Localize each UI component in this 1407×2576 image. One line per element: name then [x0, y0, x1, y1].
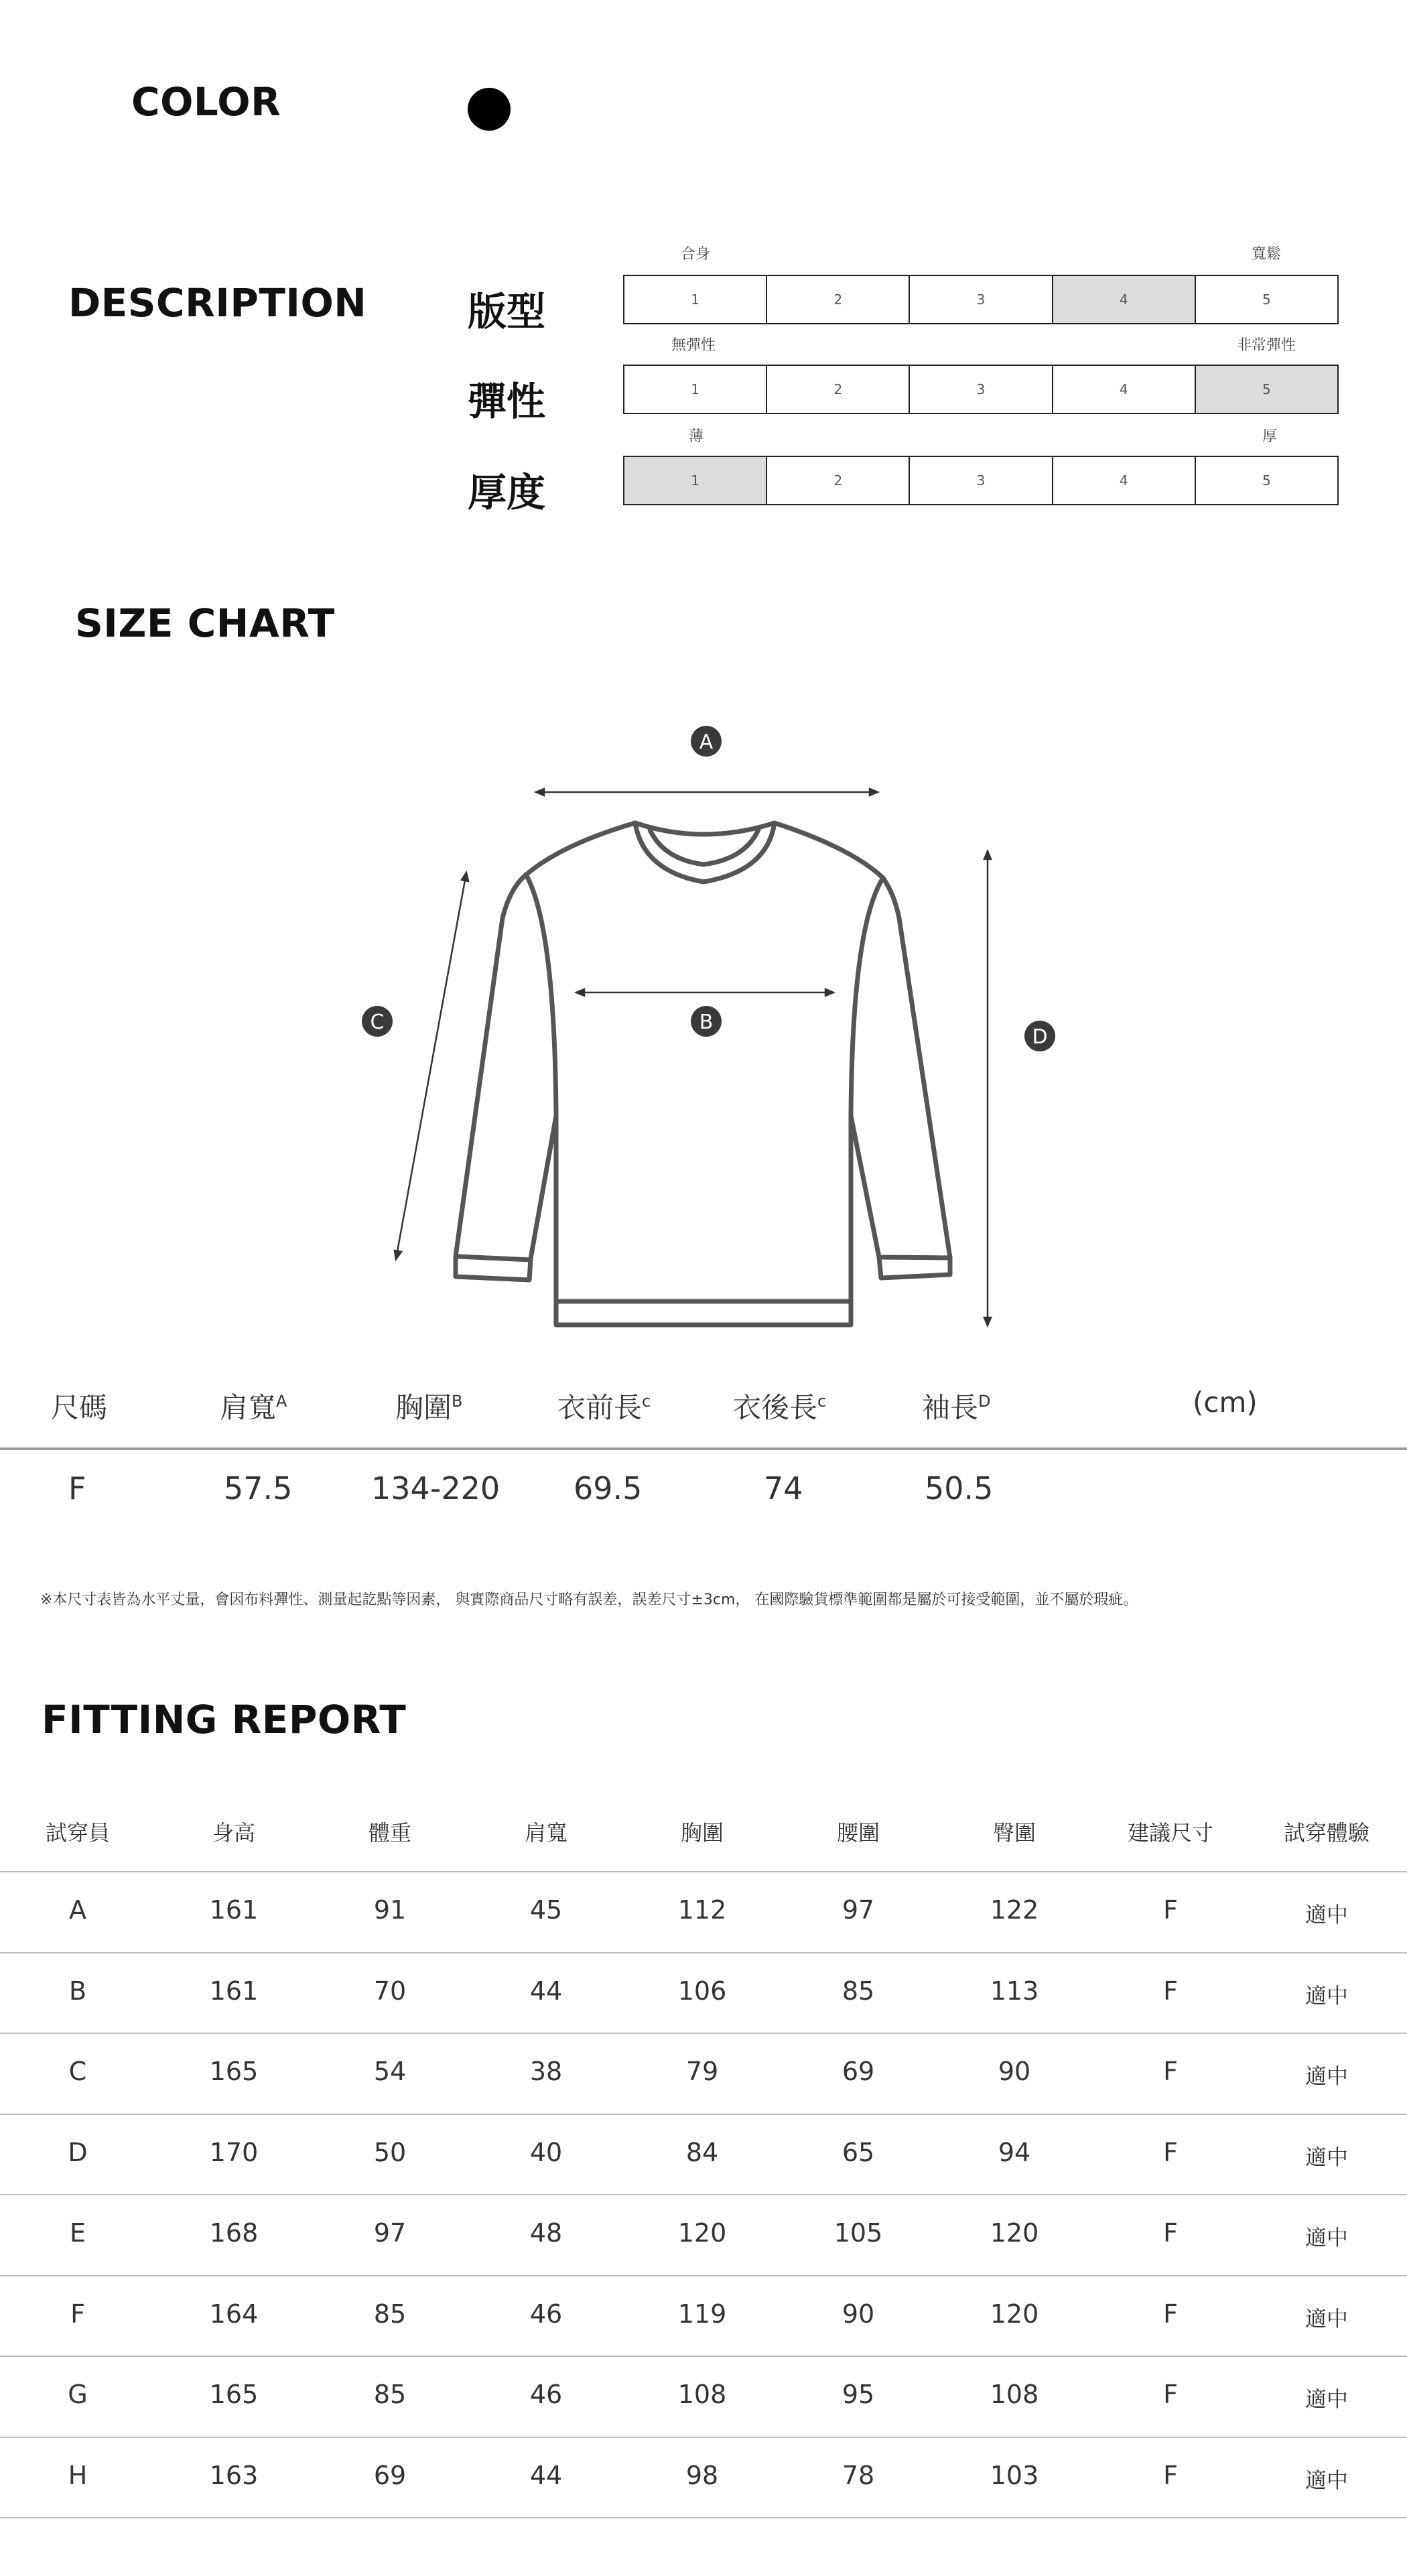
fit-cell-suggested-size: F	[1163, 2380, 1178, 2409]
fit-cell-hip: 103	[990, 2461, 1039, 2490]
fit-cell-weight: 69	[373, 2461, 407, 2490]
fit-cell-waist: 95	[842, 2380, 875, 2409]
fit-header-tester: 試穿員	[45, 1820, 110, 1846]
elasticity-scale	[623, 365, 1339, 414]
fit-cell-chest: 106	[677, 1976, 727, 2006]
thickness-scale-cell-3: 3	[910, 457, 1053, 504]
thickness-scale-cell-4: 4	[1053, 457, 1196, 504]
diagram-marker-b	[691, 1006, 722, 1037]
diagram-marker-d	[1024, 1021, 1055, 1051]
thickness-right-caption: 厚	[1262, 428, 1278, 445]
fit-header-chest: 胸圍	[680, 1820, 724, 1846]
fit-cell-hip: 120	[990, 2299, 1039, 2329]
fit-cell-tester: A	[69, 1895, 86, 1925]
fit-cell-suggested-size: F	[1163, 1895, 1178, 1925]
thickness-scale-cell-5: 5	[1262, 472, 1271, 489]
fit-header-shoulder: 肩寬	[524, 1820, 567, 1846]
fit-cell-waist: 97	[842, 1895, 875, 1925]
fit-scale-cell-1: 1	[624, 276, 767, 323]
fit-cell-tester: F	[70, 2299, 85, 2329]
fit-cell-height: 161	[209, 1976, 259, 2006]
size-value-front-length: 69.5	[574, 1470, 643, 1506]
fit-cell-hip: 94	[998, 2138, 1031, 2167]
size-col-front-length: 衣前長$^c$	[557, 1391, 651, 1424]
diagram-marker-c	[362, 1006, 393, 1037]
fit-scale-cell-5: 5	[1262, 292, 1271, 308]
size-col-shoulder: 肩寬$^A$	[220, 1391, 287, 1424]
fit-cell-height: 163	[209, 2461, 259, 2490]
color-swatch-black[interactable]	[468, 88, 511, 131]
fit-cell-height: 161	[209, 1895, 259, 1925]
diagram-label-d: D	[1032, 1025, 1048, 1049]
fit-cell-shoulder: 46	[529, 2380, 563, 2409]
sweater-outline	[456, 823, 950, 1325]
diagram-label-c: C	[370, 1011, 385, 1034]
fit-scale-cell-4: 4	[1053, 276, 1196, 323]
fit-cell-shoulder: 44	[529, 1976, 563, 2006]
fit-row-divider	[0, 2114, 1407, 2115]
fit-cell-height: 164	[209, 2299, 259, 2329]
size-value-sleeve: 50.5	[925, 1470, 994, 1506]
size-value-size: F	[68, 1470, 86, 1506]
size-col-back-length: 衣後長$^c$	[733, 1391, 827, 1424]
fit-cell-weight: 85	[373, 2299, 407, 2329]
size-col-chest: 胸圍$^B$	[395, 1391, 463, 1424]
fit-cell-suggested-size: F	[1163, 2218, 1178, 2248]
fit-cell-suggested-size: F	[1163, 2461, 1178, 2490]
fit-cell-height: 168	[209, 2218, 259, 2248]
fit-row-divider	[0, 2194, 1407, 2195]
fit-cell-experience: 適中	[1304, 1902, 1348, 1927]
fit-header-suggested-size: 建議尺寸	[1127, 1820, 1213, 1846]
fitting-report-title: FITTING REPORT	[42, 1697, 407, 1742]
size-col-sleeve: 袖長$^D$	[922, 1391, 991, 1424]
fit-cell-weight: 54	[373, 2057, 407, 2086]
fit-cell-chest: 84	[685, 2138, 719, 2167]
fit-cell-shoulder: 45	[529, 1895, 563, 1925]
thickness-left-caption: 薄	[689, 428, 704, 445]
fit-cell-experience: 適中	[1304, 1983, 1348, 2008]
fit-cell-hip: 122	[990, 1895, 1039, 1925]
fit-scale-cell-2: 2	[767, 276, 910, 323]
fit-cell-tester: E	[69, 2218, 86, 2248]
thickness-scale-cell-2: 2	[767, 457, 910, 504]
fit-row-divider	[0, 2033, 1407, 2034]
fit-cell-height: 165	[209, 2380, 259, 2409]
fit-row-divider	[0, 1871, 1407, 1872]
fit-cell-shoulder: 44	[529, 2461, 563, 2490]
description-title: DESCRIPTION	[68, 280, 367, 326]
fit-cell-tester: H	[68, 2461, 88, 2490]
thickness-scale	[623, 456, 1339, 505]
thickness-scale-cell-1: 1	[624, 457, 767, 504]
fit-cell-experience: 適中	[1304, 2225, 1348, 2250]
elasticity-scale-cell-5: 5	[1196, 366, 1337, 413]
fit-row-divider	[0, 2275, 1407, 2276]
size-note: ※本尺寸表皆為水平丈量，會因布料彈性、測量起訖點等因素， 與實際商品尺寸略有誤差，誤差尺寸±3cm， 在國際驗貨標準範圍都是屬於可接受範圍，並不屬於瑕疵。	[40, 1592, 1138, 1608]
fit-cell-shoulder: 48	[529, 2218, 563, 2248]
fit-cell-tester: C	[68, 2057, 87, 2086]
color-title: COLOR	[131, 79, 281, 125]
fit-cell-hip: 90	[998, 2057, 1031, 2086]
fit-cell-height: 165	[209, 2057, 259, 2086]
fit-cell-waist: 105	[833, 2218, 883, 2248]
fit-left-caption: 合身	[681, 246, 711, 263]
sweater-measurement-diagram	[0, 704, 1407, 1347]
fit-header-hip: 臀圍	[992, 1820, 1036, 1846]
fit-cell-weight: 70	[373, 1976, 407, 2006]
elasticity-scale-cell-1: 1	[624, 366, 767, 413]
fit-cell-experience: 適中	[1304, 2063, 1348, 2089]
fit-cell-tester: B	[68, 1976, 87, 2006]
fit-row-divider	[0, 2517, 1407, 2518]
fit-cell-hip: 108	[990, 2380, 1039, 2409]
fit-cell-chest: 108	[677, 2380, 727, 2409]
fit-cell-height: 170	[209, 2138, 259, 2167]
fit-cell-suggested-size: F	[1163, 2299, 1178, 2329]
fit-header-waist: 腰圍	[836, 1820, 880, 1846]
fit-cell-shoulder: 40	[529, 2138, 563, 2167]
size-chart-title: SIZE CHART	[75, 600, 335, 646]
fit-label: 版型	[468, 289, 546, 334]
fit-cell-hip: 120	[990, 2218, 1039, 2248]
fit-cell-chest: 98	[685, 2461, 719, 2490]
fit-scale	[623, 275, 1339, 324]
fit-cell-weight: 97	[373, 2218, 407, 2248]
fit-cell-experience: 適中	[1304, 2386, 1348, 2412]
fit-cell-chest: 79	[685, 2057, 719, 2086]
fit-row-divider	[0, 2437, 1407, 2438]
diagram-marker-a	[691, 726, 722, 757]
fit-cell-shoulder: 38	[529, 2057, 563, 2086]
fit-header-experience: 試穿體驗	[1283, 1820, 1369, 1846]
fit-cell-waist: 69	[842, 2057, 875, 2086]
elasticity-scale-cell-2: 2	[767, 366, 910, 413]
size-value-shoulder: 57.5	[224, 1470, 293, 1506]
elasticity-label: 彈性	[468, 379, 546, 424]
fit-cell-experience: 適中	[1304, 2467, 1348, 2493]
fit-cell-hip: 113	[990, 1976, 1039, 2006]
fit-cell-tester: G	[68, 2380, 88, 2409]
fit-cell-experience: 適中	[1304, 2306, 1348, 2331]
fit-row-divider	[0, 2356, 1407, 2357]
elasticity-scale-cell-3: 3	[910, 366, 1053, 413]
fit-scale-cell-3: 3	[910, 276, 1053, 323]
fit-cell-chest: 119	[677, 2299, 727, 2329]
fit-cell-weight: 85	[373, 2380, 407, 2409]
fit-cell-waist: 85	[842, 1976, 875, 2006]
fit-cell-suggested-size: F	[1163, 2057, 1178, 2086]
elasticity-right-caption: 非常彈性	[1237, 337, 1296, 354]
size-col-size: 尺碼	[51, 1391, 108, 1424]
size-value-chest: 134-220	[371, 1470, 500, 1506]
diagram-label-a: A	[699, 730, 714, 754]
fit-header-height: 身高	[212, 1820, 255, 1846]
fit-row-divider	[0, 1952, 1407, 1953]
fit-cell-suggested-size: F	[1163, 2138, 1178, 2167]
fit-cell-shoulder: 46	[529, 2299, 563, 2329]
thickness-label: 厚度	[468, 470, 546, 515]
size-unit: (cm)	[1193, 1386, 1258, 1419]
size-value-back-length: 74	[764, 1470, 803, 1506]
fit-right-caption: 寬鬆	[1252, 246, 1282, 263]
elasticity-scale-cell-4: 4	[1053, 366, 1196, 413]
fit-cell-suggested-size: F	[1163, 1976, 1178, 2006]
fit-cell-chest: 112	[677, 1895, 727, 1925]
fit-header-weight: 體重	[368, 1820, 411, 1846]
fit-cell-waist: 90	[842, 2299, 875, 2329]
fit-cell-chest: 120	[677, 2218, 727, 2248]
elasticity-left-caption: 無彈性	[671, 337, 716, 354]
fit-cell-weight: 91	[373, 1895, 407, 1925]
size-table-divider	[0, 1447, 1407, 1450]
diagram-label-b: B	[699, 1011, 714, 1034]
fit-cell-waist: 78	[842, 2461, 875, 2490]
fit-cell-waist: 65	[842, 2138, 875, 2167]
fit-cell-experience: 適中	[1304, 2144, 1348, 2170]
fit-cell-weight: 50	[373, 2138, 407, 2167]
fit-cell-tester: D	[68, 2138, 88, 2167]
